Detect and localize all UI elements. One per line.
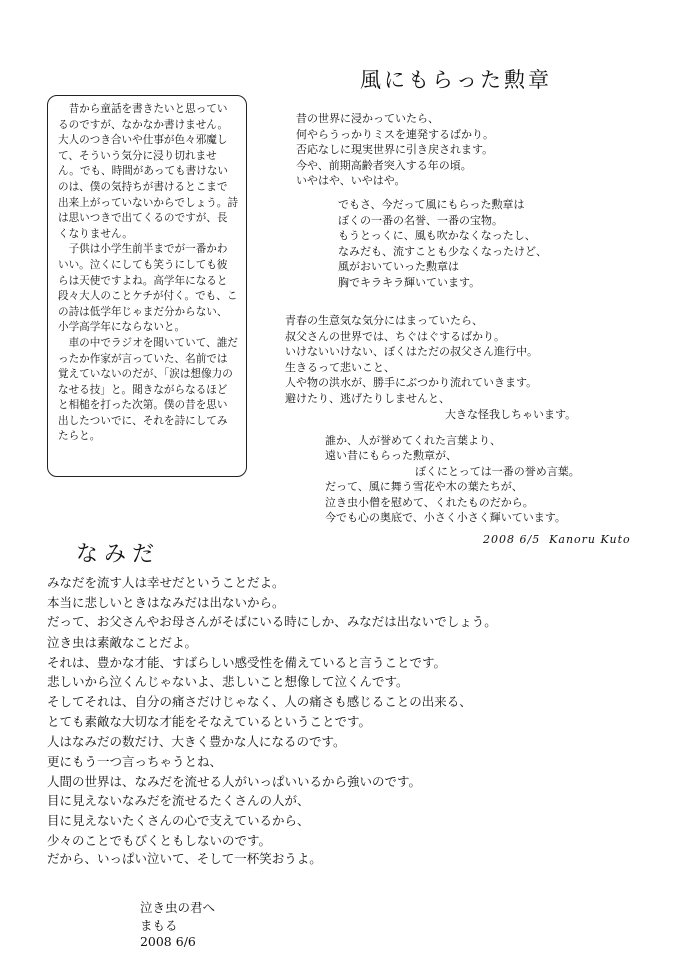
story-line: 泣き虫は素敵なことだよ。: [47, 635, 198, 650]
signature-author: まもる: [139, 918, 178, 933]
story-line: だから、いっぱい泣いて、そして一杯笑おうよ。: [47, 851, 322, 866]
poem2-paragraph-1: [47, 573, 647, 632]
poem-line: 人や物の洪水が、勝手にぶつかり流れていきます。: [285, 376, 538, 390]
story-line: 少々のことでもびくともしないのです。: [47, 832, 272, 848]
signature-date: 2008 6/6: [139, 934, 196, 949]
poem-line: 胸でキラキラ輝いています。: [338, 275, 481, 289]
poem-line: 誰か、人が誉めてくれた言葉より、: [325, 434, 501, 447]
poem-line: ぼくにとっては一番の誉め言葉。: [415, 464, 580, 478]
poem-line: ぼくの一番の名誉、一番の宝物。: [338, 213, 503, 227]
poem-line: なみだも、流すことも少なくなったけど、: [338, 244, 547, 258]
poem-line: 今や、前期高齢者突入する年の頃。: [296, 158, 472, 172]
poem-line: 何やらうっかりミスを連発するばかり。: [296, 127, 494, 141]
poem-line: 昔の世界に浸かっていたら、: [296, 112, 439, 125]
poem-line: でもさ、今だって風にもらった勲章は: [338, 198, 525, 211]
intro-box: [47, 95, 247, 477]
poem1-stanza-1: [296, 111, 494, 189]
story-line: 人間の世界は、なみだを流せる人がいっぱいいるから強いのです。: [47, 773, 422, 789]
poem2-title: なみだ: [76, 542, 161, 567]
story-line: だって、お父さんやお母さんがそばにいる時にしか、みなだは出ないでしょう。: [47, 614, 497, 630]
poem1-date: 2008 6/5 Kanoru Kuto: [483, 533, 631, 546]
poem-line: 今でも心の奥底で、小さく小さく輝いています。: [325, 511, 566, 525]
story-line: 目に見えないなみだを流せるたくさんの人が、: [47, 793, 310, 809]
poem-line: 避けたり、逃げたりしませんと、: [285, 391, 450, 405]
signature-dedication: 泣き虫の君へ: [139, 900, 215, 915]
poem1-stanza-4: [325, 433, 580, 525]
story-line: それは、豊かな才能、すばらしい感受性を備えていると言うことです。: [47, 654, 447, 670]
intro-paragraph: 昔から童話を書きたいと思っているのですが、なかなか書けません。大人のつき合いや仕事が色々邪魔して、そういう気分に浸り切れません。でも、時間があっても書けないのは、僕の気持ちが書けるとこまで出来上がっていないからでしょう。詩は思いつきで出てくるのですが、長くなりません。: [58, 103, 238, 240]
story-line: 目に見えないたくさんの心で支えているから、: [47, 813, 310, 829]
poem-line: 叔父さんの世界では、ちぐはぐするばかり。: [285, 329, 505, 343]
poem-line: いやはや、いやはや。: [296, 174, 406, 187]
intro-paragraph: 子供は小学生前半までが一番かわいい。泣くにしても笑うにしても彼らは天使ですよね。高学年になると段々大人のことケチが付く。でも、この詩は低学年じゃまだ分からない、小学高学年にならないと。: [58, 243, 238, 334]
poem-line: 否応なしに現実世界に引き戻されます。: [296, 143, 494, 156]
poem2-paragraph-3: [47, 752, 647, 851]
story-line: とても素敵な大切な才能をそなえているということです。: [47, 713, 372, 729]
signature: [132, 883, 285, 949]
story-line: そしてそれは、自分の痛さだけじゃなく、人の痛さも感じることの出来る、: [47, 694, 472, 710]
poem2-paragraph-2: [47, 633, 647, 751]
poem-line: 風がおいていった勲章は: [338, 260, 459, 273]
poem-line: 青春の生意気な気分にはまっていたら、: [285, 314, 483, 327]
intro-paragraph: 車の中でラジオを聞いていて、誰だったか作家が言っていた、名前では覚えていないのだが、「涙は想像力のなせる技」と。聞きながらなるほどと相槌を打った次第。僕の昔を思い出したついでに、それを詩にしてみたらと。: [58, 336, 238, 443]
story-line: 更にもう一つ言っちゃうとね、: [47, 754, 223, 769]
poem-line: もうとっくに、風も吹かなくなったし、: [338, 229, 536, 242]
poem-line: 遠い昔にもらった勲章が、: [325, 449, 457, 463]
poem-line: 生きるって悲いこと、: [285, 360, 395, 374]
poem-line: いけないいけない、ぼくはただの叔父さん進行中。: [285, 345, 538, 359]
poem1-title: 風にもらった勲章: [360, 68, 552, 92]
poem1-stanza-2: [338, 197, 547, 290]
story-line: みなだを流す人は幸せだということだよ。: [47, 575, 285, 590]
poem1-stanza-3: [285, 313, 576, 422]
poem-line: だって、風に舞う雪花や木の葉たちが、: [325, 480, 523, 494]
story-line: 本当に悲しいときはなみだは出ないから。: [47, 594, 285, 610]
story-line: 人はなみだの数だけ、大きく豊かな人になるのです。: [47, 733, 346, 749]
poem-line: 大きな怪我しちゃいます。: [445, 407, 577, 421]
poem-line: 泣き虫小僧を慰めて、くれたものだから。: [325, 495, 534, 509]
story-line: 悲しいから泣くんじゃないよ、悲しいこと想像して泣くんです。: [47, 674, 409, 690]
poem2-paragraph-4: [47, 849, 647, 869]
